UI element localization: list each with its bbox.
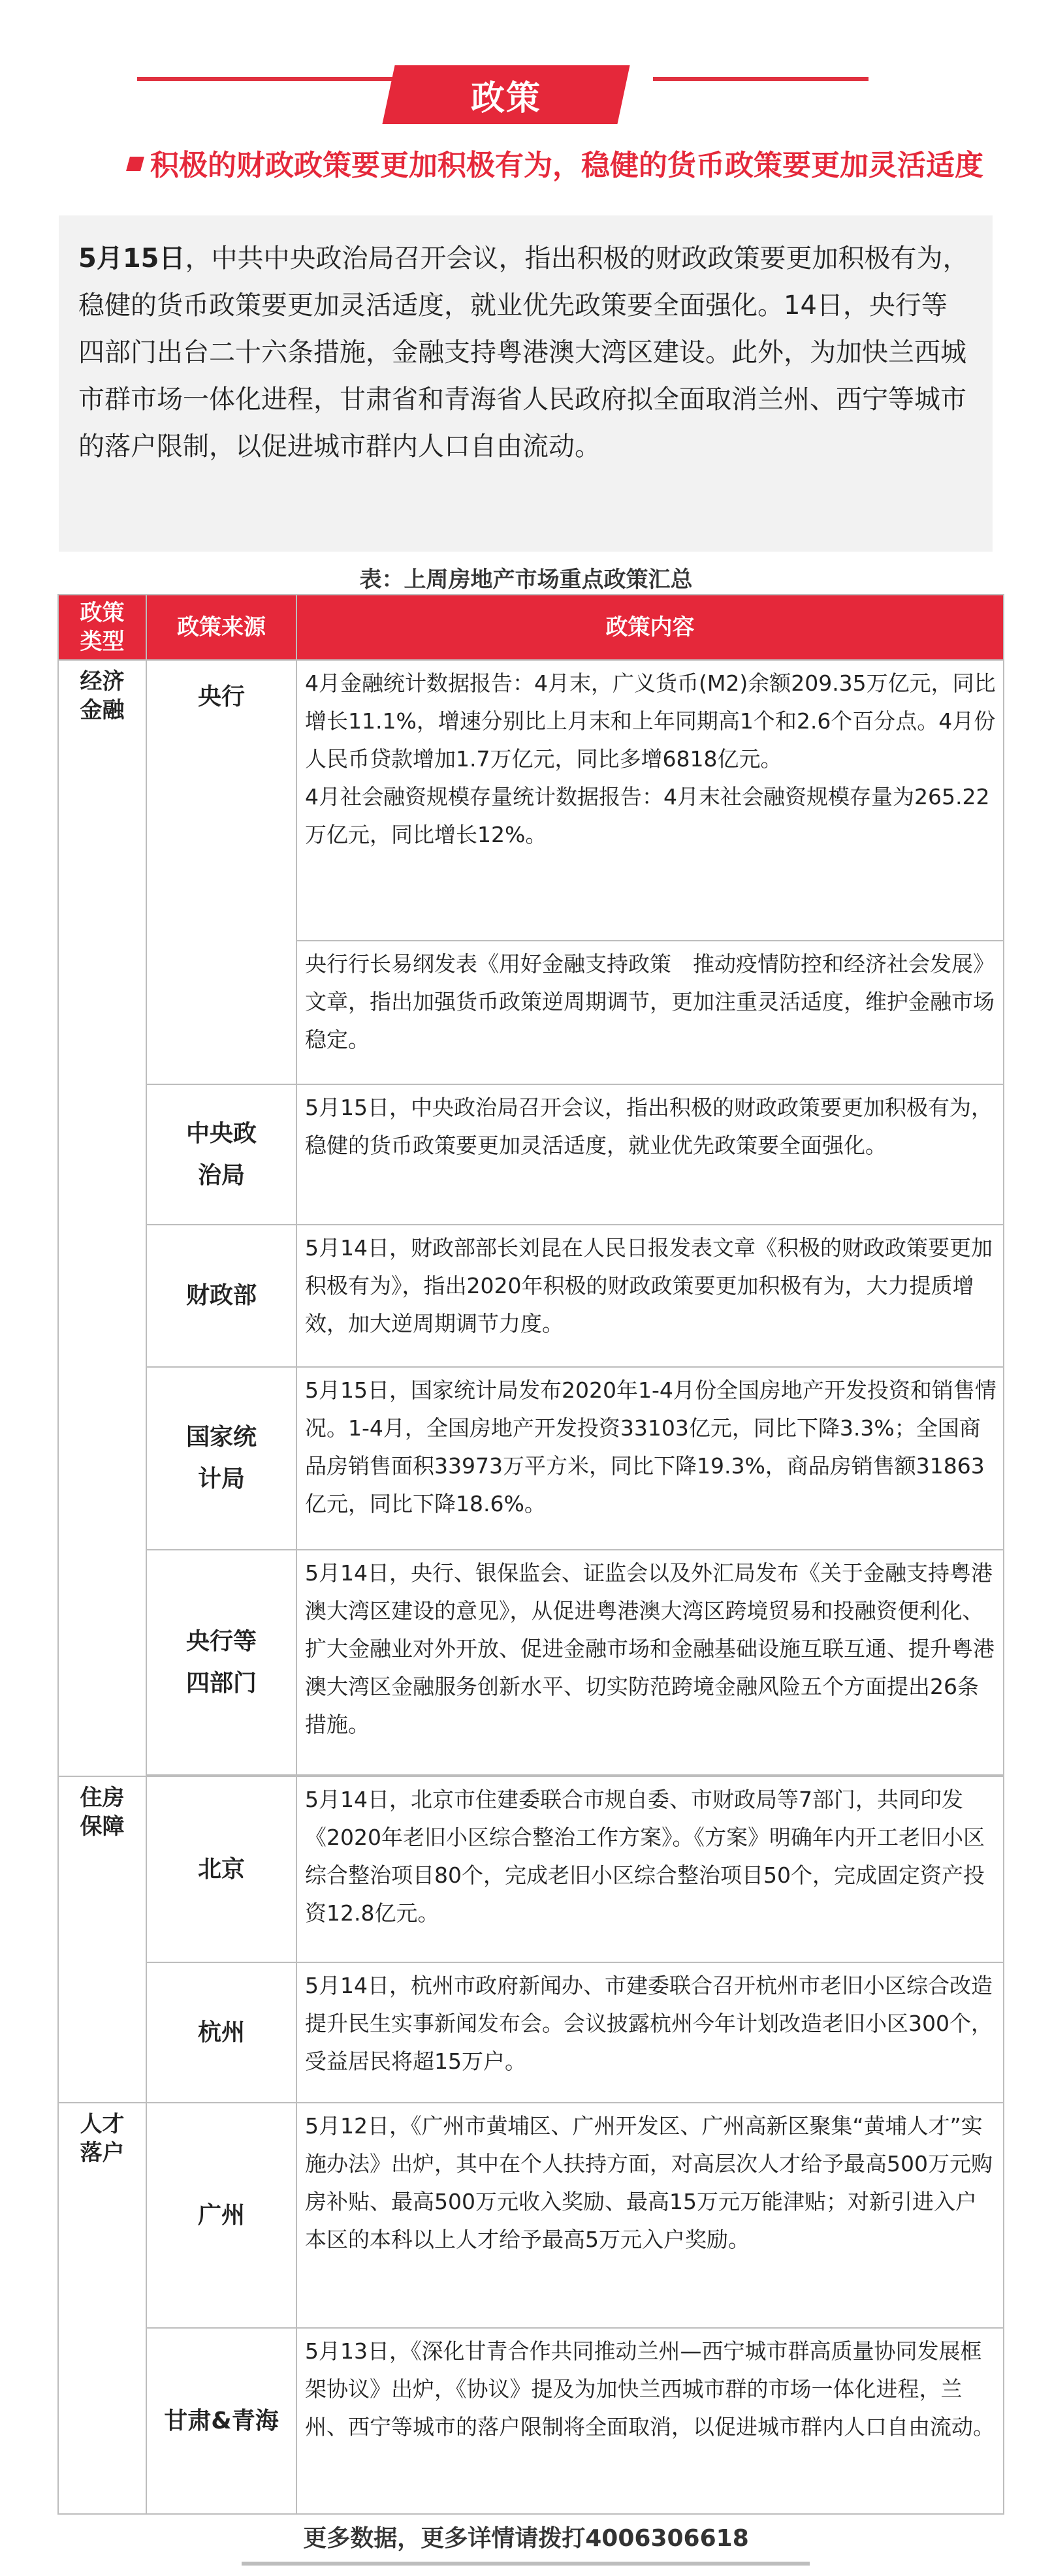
content-hangzhou: 5月14日，杭州市政府新闻办、市建委联合召开杭州市老旧小区综合改造提升民生实事新闻发布会。会议披露杭州今年计划改造老旧小区300个，受益居民将超15万户。: [296, 1962, 1004, 2103]
content-nbs: 5月15日，国家统计局发布2020年1-4月份全国房地产开发投资和销售情况。1-4月，全国房地产开发投资33103亿元，同比下降3.3%；全国商品房销售面积33973万平方米，同比下降19.3%，商品房销售额31863亿元，同比下降18.6%。: [296, 1367, 1004, 1550]
source-guangzhou: 广州: [146, 2103, 296, 2328]
table-row: [58, 2328, 1004, 2514]
table-row: [58, 1962, 1004, 2103]
intro-paragraph: [59, 215, 993, 552]
content-four-depts: 5月14日，央行、银保监会、证监会以及外汇局发布《关于金融支持粤港澳大湾区建设的意见》，从促进粤港澳大湾区跨境贸易和投融资便利化、扩大金融业对外开放、促进金融市场和金融基础设施互联互通、提升粤港澳大湾区金融服务创新水平、切实防范跨境金融风险五个方面提出26条措施。: [296, 1550, 1004, 1775]
source-four-depts: 央行等四部门: [146, 1550, 296, 1775]
table-row: [58, 2103, 1004, 2328]
table-row: [58, 660, 1004, 941]
source-pbc: 央行: [146, 660, 296, 1084]
policy-table: [57, 594, 1004, 2515]
banner-line-left: [137, 77, 398, 81]
content-pbc-1: [296, 660, 1004, 941]
table-row: [58, 1084, 1004, 1225]
source-politburo: 中央政治局: [146, 1084, 296, 1225]
section-banner: [0, 0, 1052, 124]
content-politburo: 5月15日，中央政治局召开会议，指出积极的财政政策要更加积极有为，稳健的货币政策要更加灵活适度，就业优先政策要全面强化。: [296, 1084, 1004, 1225]
table-row: [58, 1776, 1004, 1962]
footer-contact: 更多数据，更多详情请拨打4006306618: [303, 2525, 749, 2552]
content-beijing: 5月14日，北京市住建委联合市规自委、市财政局等7部门，共同印发《2020年老旧小区综合整治工作方案》。《方案》明确年内开工老旧小区综合整治项目80个，完成老旧小区综合整治项目50个，完成固定资产投资12.8亿元。: [296, 1776, 1004, 1962]
source-nbs: 国家统计局: [146, 1367, 296, 1550]
banner-title: 政策: [470, 78, 541, 118]
header-source: 政策来源: [146, 595, 296, 660]
source-beijing: 北京: [146, 1776, 296, 1962]
group-talent: 人才落户: [58, 2103, 146, 2514]
footer-bar: [242, 2562, 810, 2566]
content-gansu-qinghai: 5月13日，《深化甘青合作共同推动兰州—西宁城市群高质量协同发展框架协议》出炉，《协议》提及为加快兰西城市群的市场一体化进程，兰州、西宁等城市的落户限制将全面取消，以促进城市群内人口自由流动。: [296, 2328, 1004, 2514]
source-mof: 财政部: [146, 1225, 296, 1367]
header-type: 政策类型: [58, 595, 146, 660]
content-pbc-1b: 4月社会融资规模存量统计数据报告：4月末社会融资规模存量为265.22万亿元，同比增长12%。: [305, 784, 990, 847]
content-pbc-2: 央行行长易纲发表《用好金融支持政策 推动疫情防控和经济社会发展》文章，指出加强货币政策逆周期调节，更加注重灵活适度，维护金融市场稳定。: [296, 941, 1004, 1084]
source-hangzhou: 杭州: [146, 1962, 296, 2103]
source-gansu-qinghai: 甘肃&青海: [146, 2328, 296, 2514]
content-guangzhou: 5月12日，《广州市黄埔区、广州开发区、广州高新区聚集“黄埔人才”实施办法》出炉，其中在个人扶持方面，对高层次人才给予最高500万元购房补贴、最高500万元收入奖励、最高15万元万能津贴；对新引进入户本区的本科以上人才给予最高5万元入户奖励。: [296, 2103, 1004, 2328]
content-pbc-1a: 4月金融统计数据报告：4月末，广义货币(M2)余额209.35万亿元，同比增长11.1%，增速分别比上月末和上年同期高1个和2.6个百分点。4月份人民币贷款增加1.7万亿元，同比多增6818亿元。: [305, 670, 996, 772]
header-content: 政策内容: [296, 595, 1004, 660]
banner-line-right: [653, 77, 869, 81]
headline-text: 积极的财政政策要更加积极有为，稳健的货币政策要更加灵活适度: [150, 149, 983, 182]
table-row: [58, 1550, 1004, 1775]
group-housing: 住房保障: [58, 1776, 146, 2103]
table-row: [58, 1225, 1004, 1367]
group-finance: 经济金融: [58, 660, 146, 1776]
intro-date: 5月15日: [78, 243, 185, 274]
table-caption: 表：上周房地产市场重点政策汇总: [359, 567, 693, 593]
content-mof: 5月14日，财政部部长刘昆在人民日报发表文章《积极的财政政策要更加积极有为》，指出2020年积极的财政政策要更加积极有为，大力提质增效，加大逆周期调节力度。: [296, 1225, 1004, 1367]
table-row: [58, 1367, 1004, 1550]
headline: [137, 145, 999, 187]
table-header-row: [58, 595, 1004, 660]
intro-text: ，中共中央政治局召开会议，指出积极的财政政策要更加积极有为，稳健的货币政策要更加灵活适度，就业优先政策要全面强化。14日，央行等四部门出台二十六条措施，金融支持粤港澳大湾区建设。此外，为加快兰西城市群市场一体化进程，甘肃省和青海省人民政府拟全面取消兰州、西宁等城市的落户限制，以促进城市群内人口自由流动。: [78, 243, 969, 462]
